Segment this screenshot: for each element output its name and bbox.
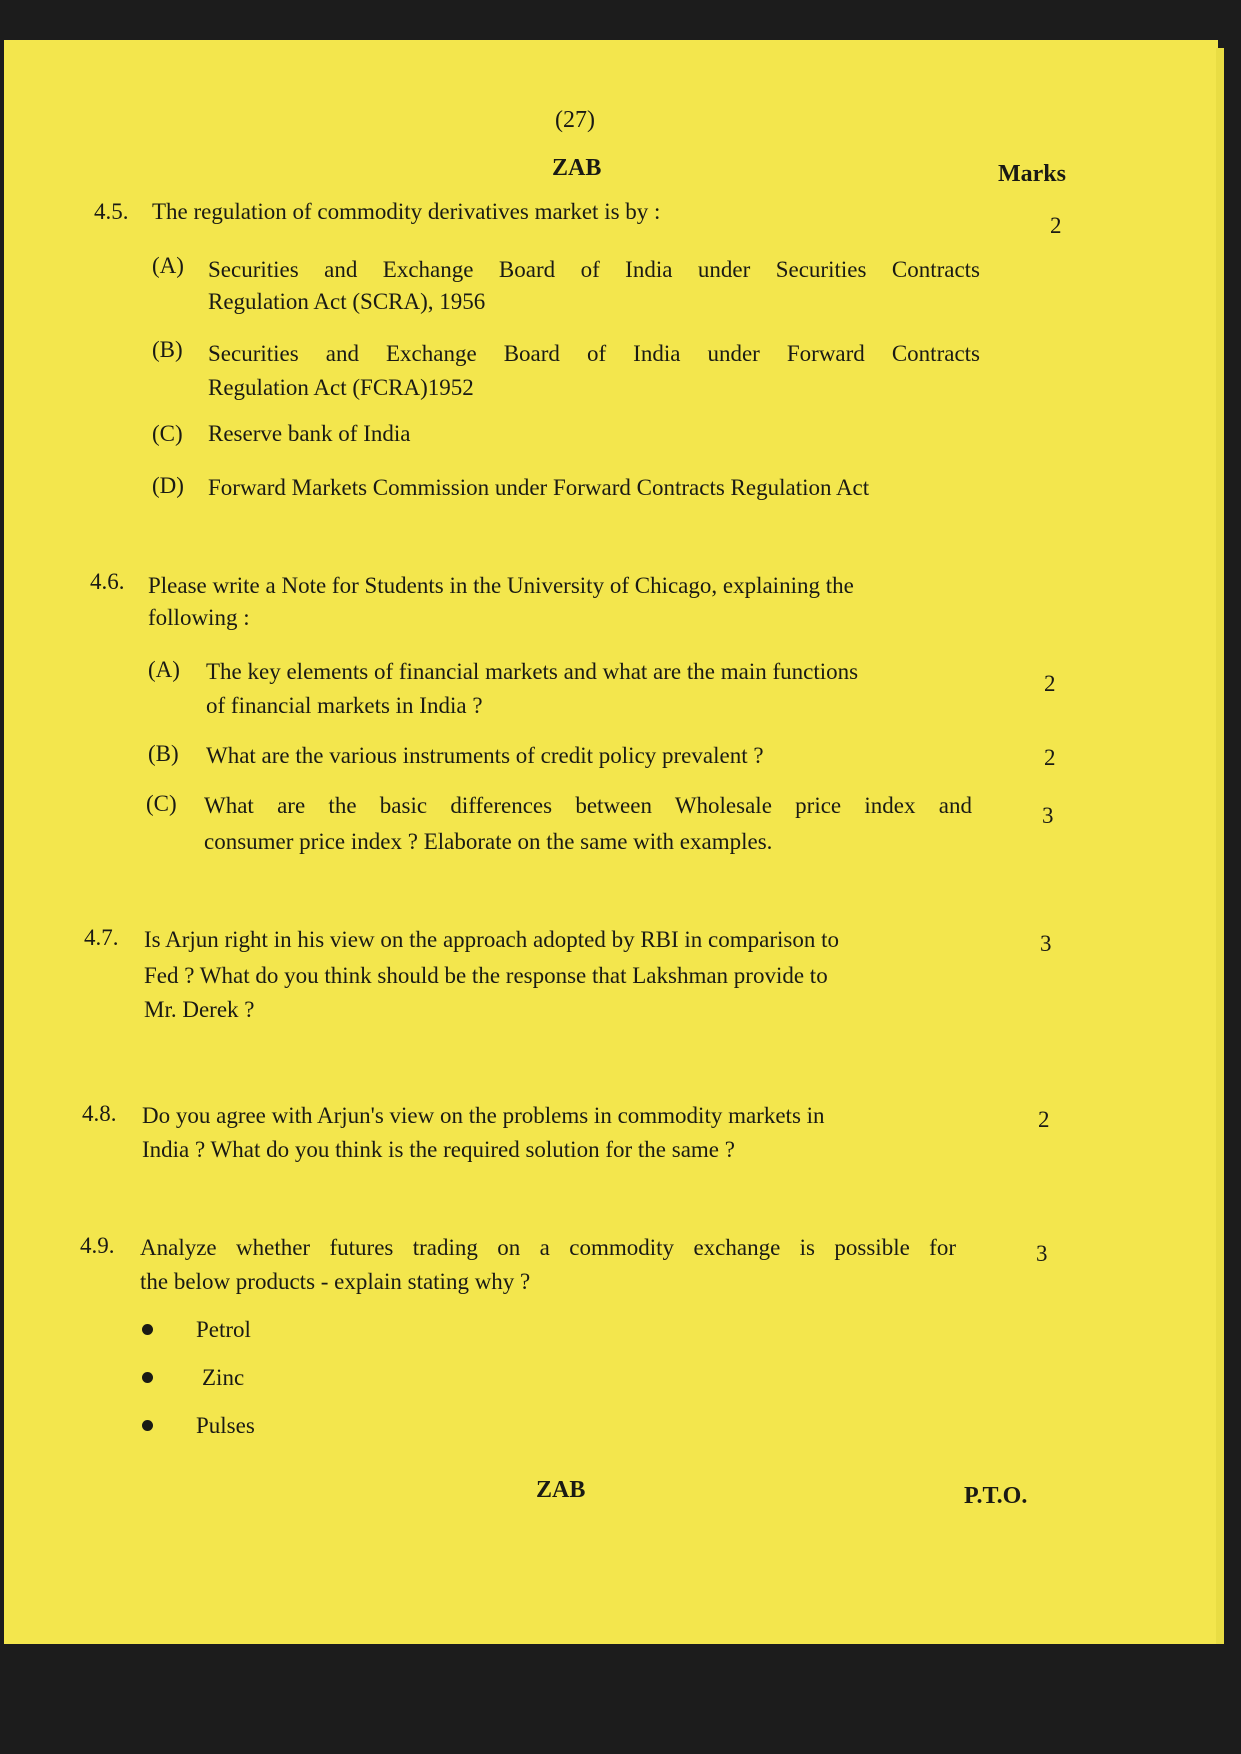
question-text: Fed ? What do you think should be the response that Lakshman provide to xyxy=(144,963,828,988)
bullet-icon xyxy=(142,1420,153,1431)
option-text: Regulation Act (SCRA), 1956 xyxy=(208,289,486,314)
option-text: Reserve bank of India xyxy=(208,421,411,446)
option-text: Regulation Act (FCRA)1952 xyxy=(208,375,474,400)
paper-code: ZAB xyxy=(552,155,602,181)
list-item: Zinc xyxy=(202,1365,245,1390)
option-label: (B) xyxy=(152,337,183,362)
marks-heading: Marks xyxy=(998,161,1066,187)
page-edge xyxy=(1216,48,1224,1644)
part-text: consumer price index ? Elaborate on the same with examples. xyxy=(204,829,773,854)
question-text: the below products - explain stating why ? xyxy=(140,1269,531,1294)
question-number: 4.6. xyxy=(90,569,125,594)
footer-code: ZAB xyxy=(536,1477,586,1503)
question-text: India ? What do you think is the required solution for the same ? xyxy=(142,1137,735,1162)
question-number: 4.8. xyxy=(82,1101,117,1126)
question-text: The regulation of commodity derivatives market is by : xyxy=(152,199,661,224)
part-label: (C) xyxy=(146,791,177,816)
option-text: Securities and Exchange Board of India under Securities Contracts xyxy=(208,257,980,282)
question-text: following : xyxy=(148,605,250,630)
question-number: 4.9. xyxy=(80,1233,115,1258)
question-text: Mr. Derek ? xyxy=(144,997,255,1022)
question-text: Please write a Note for Students in the University of Chicago, explaining the xyxy=(148,573,854,598)
part-marks: 3 xyxy=(1042,803,1054,828)
option-label: (D) xyxy=(152,473,184,498)
option-label: (A) xyxy=(152,253,184,278)
bullet-icon xyxy=(142,1372,153,1383)
part-text: The key elements of financial markets and what are the main functions xyxy=(206,659,859,684)
bullet-icon xyxy=(142,1324,153,1335)
option-text: Securities and Exchange Board of India under Forward Contracts xyxy=(208,341,980,366)
part-label: (A) xyxy=(148,657,180,682)
question-number: 4.7. xyxy=(84,925,119,950)
part-text: What are the basic differences between Wholesale price index and xyxy=(204,793,972,818)
list-item: Pulses xyxy=(196,1413,255,1438)
footer-pto: P.T.O. xyxy=(964,1483,1028,1509)
question-marks: 2 xyxy=(1038,1107,1050,1132)
page-number: (27) xyxy=(555,107,595,133)
question-marks: 2 xyxy=(1050,213,1062,238)
list-item: Petrol xyxy=(196,1317,251,1342)
part-text: of financial markets in India ? xyxy=(206,693,483,718)
question-number: 4.5. xyxy=(94,199,129,224)
question-marks: 3 xyxy=(1036,1241,1048,1266)
question-marks: 3 xyxy=(1040,931,1052,956)
part-marks: 2 xyxy=(1044,745,1056,770)
option-label: (C) xyxy=(152,421,183,446)
part-text: What are the various instruments of credit policy prevalent ? xyxy=(206,743,764,768)
part-label: (B) xyxy=(148,741,179,766)
question-text: Analyze whether futures trading on a commodity exchange is possible for xyxy=(140,1235,956,1260)
option-text: Forward Markets Commission under Forward Contracts Regulation Act xyxy=(208,475,870,500)
question-text: Do you agree with Arjun's view on the problems in commodity markets in xyxy=(142,1103,825,1128)
question-text: Is Arjun right in his view on the approach adopted by RBI in comparison to xyxy=(144,927,839,952)
part-marks: 2 xyxy=(1044,671,1056,696)
